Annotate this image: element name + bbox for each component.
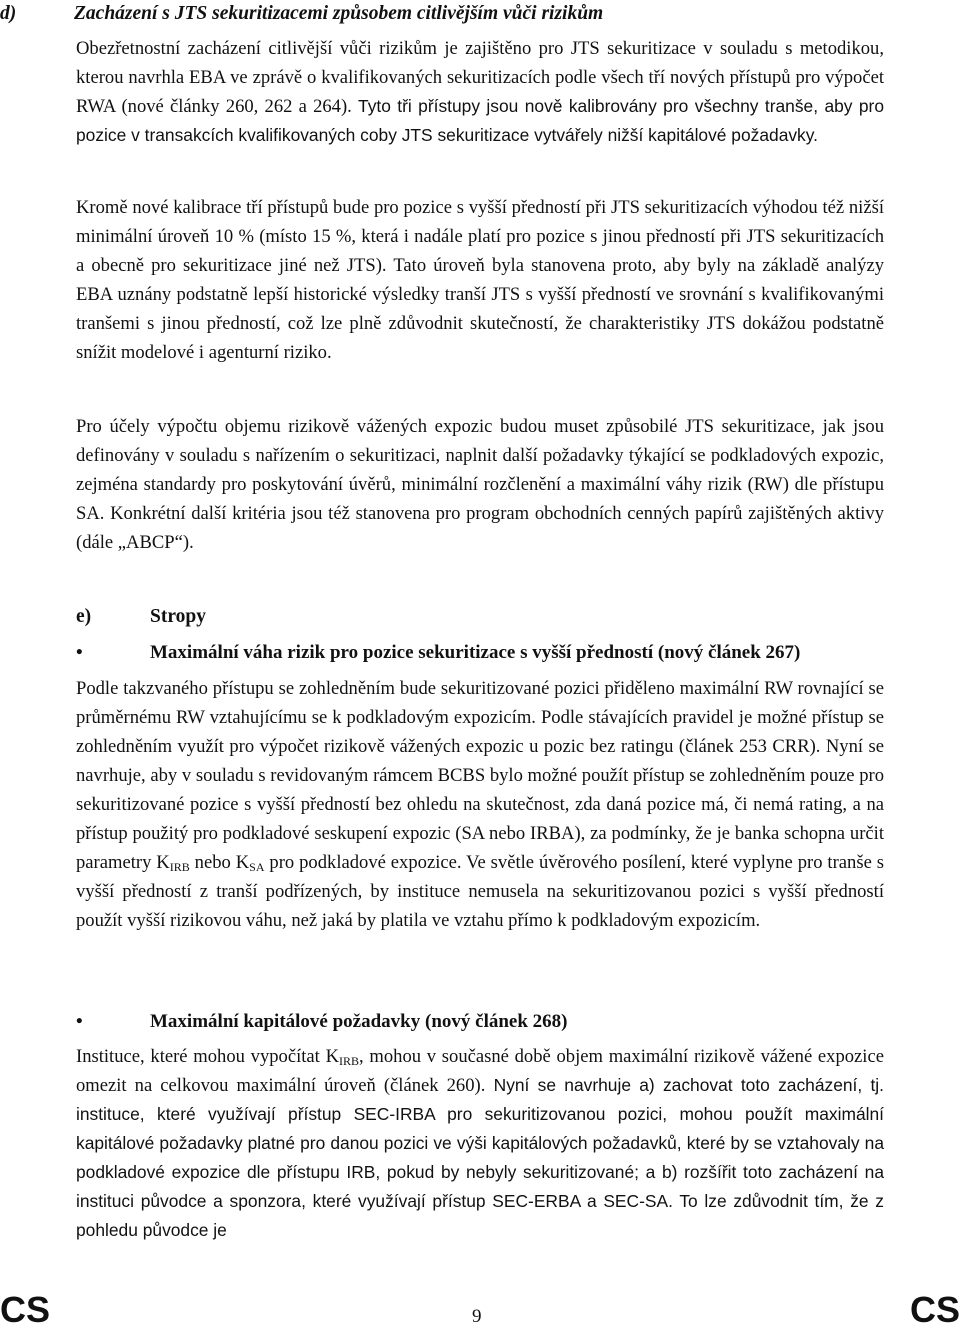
section-d-marker: d) (0, 3, 17, 24)
section-d-paragraph-2: Kromě nové kalibrace tří přístupů bude pro pozice s vyšší předností při JTS sekuritizacích výhodou též nižší minimální úroveň 10 % (místo 15 %, která i nadále platí pro pozice s jinou předností při JTS sekuritizacích a obecně pro sekuritizace jiné než JTS). Tato úroveň byla stanovena proto, aby byly na základě analýzy EBA uznány podstatně lepší historické výsledky tranší JTS s vyšší předností ve srovnání s kvalifikovanými tranšemi s jinou předností, což lze plně zdůvodnit skutečností, že charakteristiky JTS dokážou podstatně snížit modelové i agenturní riziko. (76, 197, 884, 363)
paragraph-1-serif-part: Obezřetnostní zacházení citlivější vůči rizikům je zajištěno pro JTS sekuritizace v souladu s metodikou, kterou navrhla EBA ve zprávě o kvalifikovaných sekuritizacích podle všech tří nových přístupů pro výpočet RWA (nové články 260, 262 a 264). (76, 38, 884, 117)
section-e-marker: e) (76, 606, 92, 627)
b1-subscript-irb: IRB (169, 860, 190, 874)
b2-text-sans: Nyní se navrhuje a) zachovat toto zacházení, tj. instituce, které využívají přístup SEC-IRBA pro sekuritizovanou pozici, mohou použít maximální kapitálové požadavky platné pro danou pozici ve výši kapitálových požadavků, které by se vztahovaly na podkladové expozice dle přístupu IRB, pokud by nebyly sekuritizované; a b) rozšířit toto zacházení na instituci původce a sponzora, které využívají přístup SEC-ERBA a SEC-SA. To lze zdůvodnit tím, že z pohledu původce je (76, 1075, 885, 1240)
page-number: 9 (472, 1306, 482, 1327)
b1-text-c: pro podkladové expozice. Ve světle úvěrového posílení, které vyplyne pro tranše s vyšší předností z tranší podřízených, by instituce nemusela na sekuritizovanou pozici s vyšší předností použít vyšší rizikovou váhu, než jaká by platila ve vztahu přímo k podkladovým expozicím. (76, 852, 884, 931)
bullet-2-title: Maximální kapitálové požadavky (nový článek 268) (150, 1011, 568, 1032)
bullet-1-title: Maximální váha rizik pro pozice sekuritizace s vyšší předností (nový článek 267) (150, 642, 801, 663)
b1-text-b: nebo K (189, 852, 250, 873)
section-d-paragraph-3: Pro účely výpočtu objemu rizikově vážených expozic budou muset způsobilé JTS sekuritizace, jak jsou definovány v souladu s nařízením o sekuritizaci, naplnit další požadavky týkající se podkladových expozic, zejména standardy pro poskytování úvěrů, minimální rozčlenění a maximální váhy rizik (RW) dle přístupu SA. Konkrétní další kritéria jsou též stanovena pro program obchodních cenných papírů zajištěných aktivy (dále „ABCP“). (76, 416, 884, 553)
paragraph-1-sans-part: Tyto tři přístupy jsou nově kalibrovány pro všechny tranše, aby pro pozice v transakcích kvalifikovaných coby JTS sekuritizace vytvářely nižší kapitálové požadavky. (76, 96, 885, 145)
b2-text-b: , mohou v současné době objem maximální rizikově vážené expozice omezit na celkovou maximální úroveň (článek 260). (76, 1046, 884, 1096)
footer-language-right: CS (909, 1289, 960, 1330)
section-e-heading (76, 605, 206, 629)
b1-text-a: Podle takzvaného přístupu se zohledněním bude sekuritizované pozici přiděleno maximální RW rovnající se průměrnému RW vztahujícímu se k podkladovým expozicím. Podle stávajících pravidel je možné přístup se zohledněním využít pro výpočet rizikově vážených expozic u pozic bez ratingu (článek 253 CRR). Nyní se navrhuje, aby v souladu s revidovaným rámcem BCBS bylo možné použít přístup se zohledněním pouze pro sekuritizované pozice s vyšší předností bez ohledu na skutečnost, zda daná pozice má, či nemá rating, a na přístup použitý pro podkladové seskupení expozic (SA nebo IRBA), za podmínky, že je banka schopna určit parametry K (76, 678, 884, 873)
bullet-1-paragraph (76, 674, 884, 935)
footer-language-left: CS (0, 1289, 51, 1330)
section-d-title: Zacházení s JTS sekuritizacemi způsobem citlivějším vůči rizikům (74, 3, 604, 24)
b2-subscript-irb: IRB (339, 1054, 360, 1068)
section-d-heading (0, 3, 884, 25)
b1-subscript-sa: SA (249, 860, 265, 874)
bullet-icon: • (76, 642, 83, 663)
bullet-icon: • (76, 1011, 83, 1032)
bullet-2-paragraph (76, 1042, 884, 1245)
section-d-paragraph-1 (76, 34, 884, 150)
b2-text-a: Instituce, které mohou vypočítat K (76, 1046, 339, 1067)
section-e-title: Stropy (150, 606, 206, 627)
